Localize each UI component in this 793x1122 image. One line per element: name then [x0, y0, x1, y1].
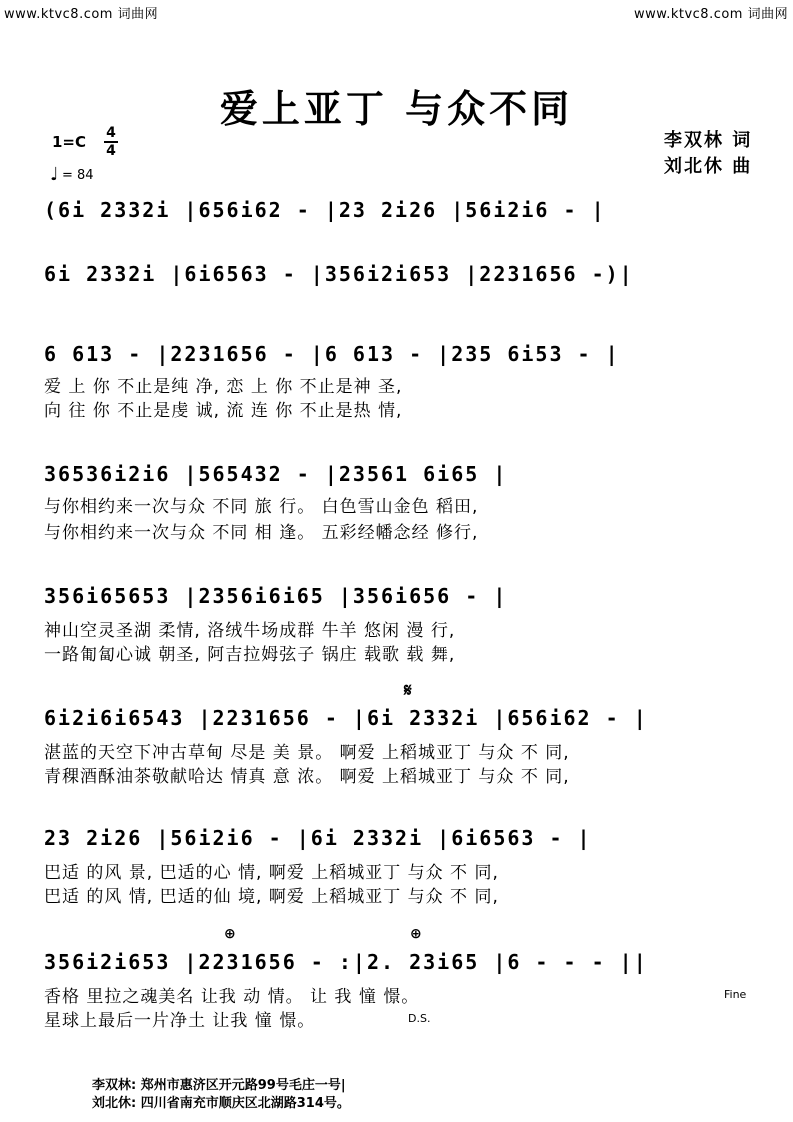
- tempo-marking: = 84: [62, 168, 94, 183]
- site-url-right: www.ktvc8.com 词曲网: [634, 7, 789, 22]
- notation-line-6: 6i2i6i6543 |2231656 - |6i 2332i |656i62 - |: [44, 706, 648, 730]
- notation-line-8: 356i2i653 |2231656 - :|2. 23i65 |6 - - - ||: [44, 950, 648, 974]
- lyric-3-verse-2: 向 往 你 不止是虔 诚, 流 连 你 不止是热 情,: [44, 401, 403, 421]
- notation-line-2: 6i 2332i |6i6563 - |356i2i653 |2231656 -)|: [44, 262, 634, 286]
- composer-address: 刘北休: 四川省南充市顺庆区北湖路314号。: [92, 1096, 350, 1111]
- ds-marking: D.S.: [408, 1012, 431, 1025]
- song-title: 爱上亚丁 与众不同: [219, 87, 574, 131]
- time-sig-top: 4: [106, 125, 116, 141]
- lyric-3-verse-1: 爱 上 你 不止是纯 净, 恋 上 你 不止是神 圣,: [44, 377, 403, 397]
- lyric-7-verse-2: 巴适 的风 情, 巴适的仙 境, 啊爱 上稻城亚丁 与众 不 同,: [44, 887, 499, 907]
- coda-mark-1: ⊕: [224, 926, 236, 942]
- lyric-8-verse-2: 星球上最后一片净土 让我 憧 憬。: [44, 1011, 316, 1031]
- segno-mark: 𝄋: [404, 680, 412, 701]
- composer-credit: 刘北休 曲: [664, 156, 753, 177]
- lyric-5-verse-2: 一路匍匐心诚 朝圣, 阿吉拉姆弦子 锅庄 载歌 载 舞,: [44, 645, 456, 665]
- lyric-5-verse-1: 神山空灵圣湖 柔情, 洛绒牛场成群 牛羊 悠闲 漫 行,: [44, 621, 456, 641]
- time-sig-bottom: 4: [106, 143, 116, 159]
- lyric-6-verse-1: 湛蓝的天空下冲古草甸 尽是 美 景。 啊爱 上稻城亚丁 与众 不 同,: [44, 743, 570, 763]
- notation-line-7: 23 2i26 |56i2i6 - |6i 2332i |6i6563 - |: [44, 826, 592, 850]
- lyric-4-verse-1: 与你相约来一次与众 不同 旅 行。 白色雪山金色 稻田,: [44, 497, 479, 517]
- lyric-6-verse-2: 青稞酒酥油茶敬献哈达 情真 意 浓。 啊爱 上稻城亚丁 与众 不 同,: [44, 767, 570, 787]
- coda-mark-2: ⊕: [410, 926, 422, 942]
- notation-line-4: 36536i2i6 |565432 - |23561 6i65 |: [44, 462, 508, 486]
- key-signature: 1=C: [52, 133, 87, 151]
- notation-line-5: 356i65653 |2356i6i65 |356i656 - |: [44, 584, 508, 608]
- notation-line-1: (6i 2332i |656i62 - |23 2i26 |56i2i6 - |: [44, 198, 606, 222]
- quarter-note-icon: ♩: [50, 164, 59, 185]
- lyricist-credit: 李双林 词: [664, 130, 753, 151]
- lyric-8-verse-1: 香格 里拉之魂美名 让我 动 情。 让 我 憧 憬。: [44, 987, 420, 1007]
- notation-line-3: 6 613 - |2231656 - |6 613 - |235 6i53 - |: [44, 342, 620, 366]
- lyricist-address: 李双林: 郑州市惠济区开元路99号毛庄一号|: [92, 1078, 346, 1093]
- lyric-7-verse-1: 巴适 的风 景, 巴适的心 情, 啊爱 上稻城亚丁 与众 不 同,: [44, 863, 499, 883]
- fine-marking: Fine: [724, 988, 747, 1001]
- lyric-4-verse-2: 与你相约来一次与众 不同 相 逢。 五彩经幡念经 修行,: [44, 523, 479, 543]
- site-url-left: www.ktvc8.com 词曲网: [4, 7, 159, 22]
